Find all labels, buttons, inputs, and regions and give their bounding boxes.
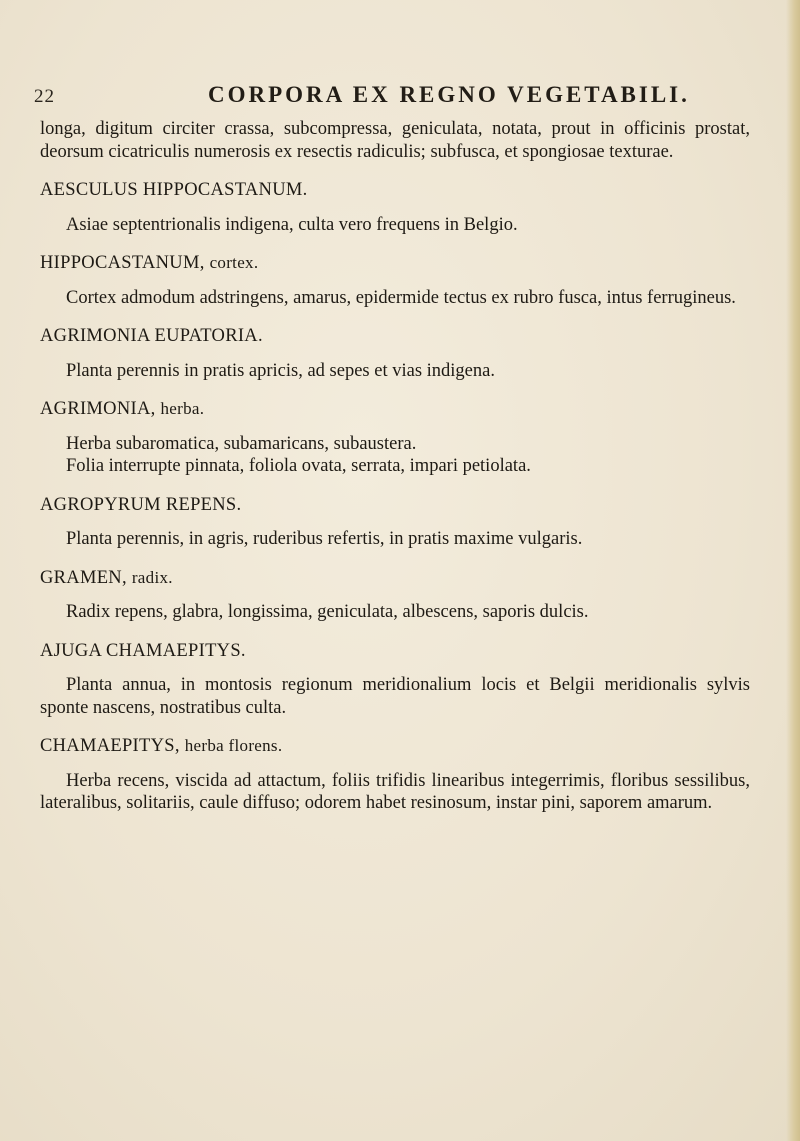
page-number: 22 [34, 86, 55, 107]
entry-heading-agropyrum: AGROPYRUM REPENS. [40, 494, 242, 515]
paragraph-hippocastanum-description: Cortex admodum adstringens, amarus, epidermide tectus ex rubro fusca, intus ferrugineus. [66, 287, 736, 308]
drug-part: herba. [160, 399, 205, 418]
paragraph-gramen-description: Radix repens, glabra, longissima, geniculata, albescens, saporis dulcis. [66, 602, 589, 622]
entry-heading-agrimonia-eupatoria: AGRIMONIA EUPATORIA. [40, 326, 263, 346]
paragraph-ajuga-habitat: Planta annua, in montosis regionum meridionalium locis et Belgii meridionalis sylvis sponte nascens, nostratibus culta. [40, 675, 750, 718]
entry-heading-gramen [40, 567, 750, 590]
page-header [0, 82, 800, 112]
paragraph-agrimonia-leaves: Folia interrupte pinnata, foliola ovata, serrata, impari petiolata. [66, 456, 531, 476]
drug-part: herba florens. [184, 736, 283, 755]
paragraph-aesculus-habitat: Asiae septentrionalis indigena, culta vero frequens in Belgio. [66, 214, 518, 235]
entry-heading-ajuga: AJUGA CHAMAEPITYS. [40, 640, 246, 661]
paragraph-agrimonia-habitat: Planta perennis in pratis apricis, ad sepes et vias indigena. [66, 360, 495, 381]
page-edge [786, 0, 800, 1141]
paragraph-agropyrum-habitat: Planta perennis, in agris, ruderibus refertis, in pratis maxime vulgaris. [66, 529, 583, 549]
drug-part: cortex. [209, 253, 259, 272]
paragraph-agrimonia-taste: Herba subaromatica, subamaricans, subaustera. [66, 433, 417, 454]
entry-heading-aesculus: AESCULUS HIPPOCASTANUM. [40, 180, 308, 200]
entry-heading-agrimonia [40, 398, 750, 421]
page-body [40, 118, 750, 815]
drug-name: HIPPOCASTANUM, [40, 253, 205, 273]
entry-heading-chamaepitys [40, 735, 750, 758]
drug-name: CHAMAEPITYS, [40, 736, 180, 756]
drug-name: AGRIMONIA, [40, 399, 156, 419]
drug-name: GRAMEN, [40, 567, 127, 588]
entry-heading-hippocastanum [40, 252, 750, 275]
drug-part: radix. [131, 567, 173, 587]
paragraph-chamaepitys-description: Herba recens, viscida ad attactum, foliis trifidis linearibus integerrimis, floribus sessilibus, lateralibus, solitariis, caule diffuso; odorem habet resinosum, instar pini, saporem amarum. [40, 770, 750, 813]
paragraph-continued: longa, digitum circiter crassa, subcompressa, geniculata, notata, prout in officinis prostat, deorsum cicatriculis numerosis ex resectis radiculis; subfusca, et spongiosae texturae. [40, 119, 750, 162]
running-title: CORPORA EX REGNO VEGETABILI. [208, 82, 690, 107]
